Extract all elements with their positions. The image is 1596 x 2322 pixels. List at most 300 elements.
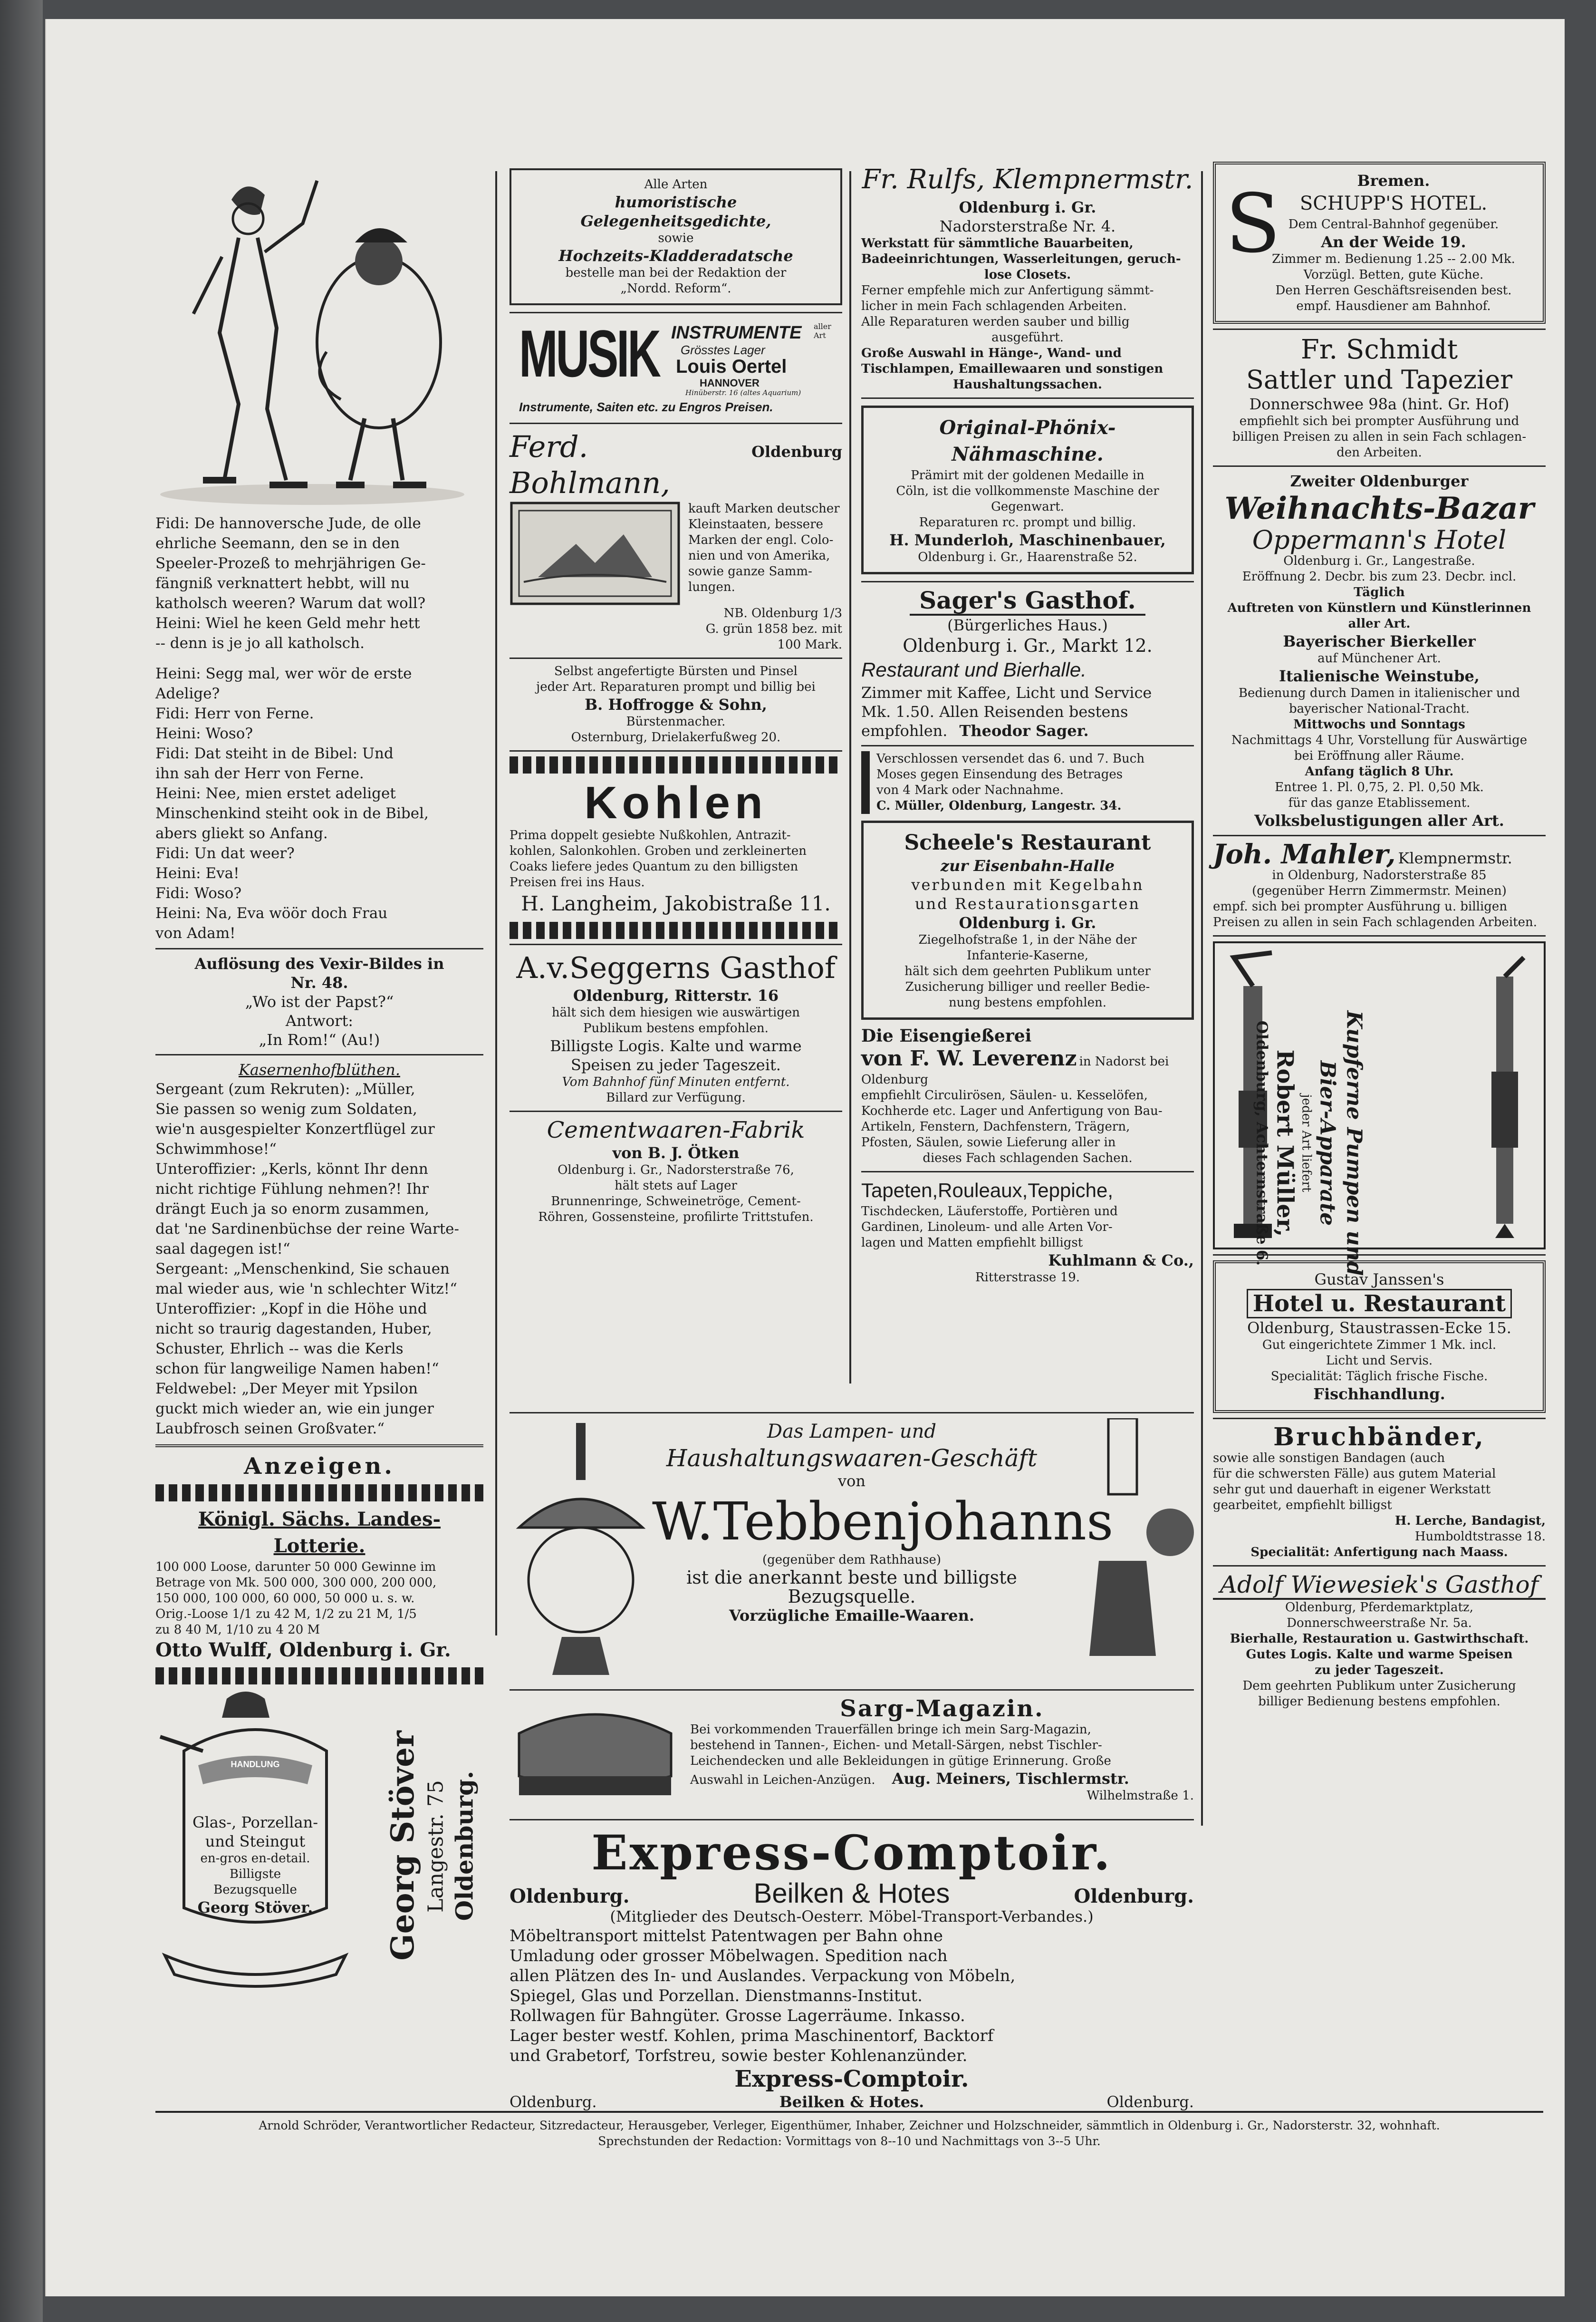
dialogue-line: von Adam! (155, 925, 236, 942)
ad-line: Reparaturen rc. prompt und billig. (919, 515, 1136, 530)
scheele-sub: zur Eisenbahn-Halle (940, 857, 1115, 875)
bohlmann-city: Oldenburg (751, 443, 842, 461)
divider (510, 1111, 842, 1112)
ad-line: Preisen frei ins Haus. (510, 875, 645, 890)
ad-line: Coaks liefere jedes Quantum zu den billigsten (510, 860, 798, 874)
pumpen-line: jeder Art liefert (1299, 1094, 1314, 1192)
ad-line: B. Hoffrogge & Sohn, (585, 696, 767, 714)
dialogue-line: Heini: Segg mal, wer wör de erste (155, 665, 412, 682)
divider (510, 1689, 1194, 1691)
text-line: saal dagegen ist!“ (155, 1240, 290, 1258)
express-left: Oldenburg. (510, 1885, 630, 1907)
tebben-line: ist die anerkannt beste und billigste (686, 1567, 1017, 1588)
dialogue-line: fängniß verknattert hebbt, will nu (155, 575, 410, 592)
tapeten-address: Ritterstrasse 19. (975, 1270, 1080, 1285)
schupp-ad (1213, 162, 1546, 324)
divider (510, 1412, 1194, 1413)
pumpen-line: Kupferne Pumpen und (1342, 1010, 1366, 1276)
jar-line: Billigste Bezugsquelle (213, 1867, 297, 1897)
ad-line: sehr gut und dauerhaft in eigener Werkstatt (1213, 1482, 1491, 1497)
kohlen-ad (510, 778, 842, 917)
solution-number: Nr. 48. (290, 974, 348, 992)
cement-name: von B. J. Ötken (612, 1144, 740, 1162)
bruch-signature: H. Lerche, Bandagist, (1394, 1514, 1546, 1528)
sarg-title: Sarg-Magazin. (840, 1695, 1044, 1722)
ad-line: Ferner empfehle mich zur Anfertigung sämmt- (861, 283, 1154, 298)
text-line: Laubfrosch seinen Großvater.“ (155, 1420, 385, 1437)
divider (1213, 835, 1546, 836)
ad-line: humoristische Gelegenheitsgedichte, (580, 193, 771, 230)
wiewesiek-address: Donnerschweerstraße Nr. 5a. (1287, 1616, 1472, 1630)
stoever-vertical (365, 1689, 479, 2003)
mahler-ad (1213, 841, 1546, 930)
ad-line: aller Art. (1348, 617, 1411, 631)
ornament-border (155, 1484, 483, 1501)
lotterie-line: zu 8 40 M, 1/10 zu 4 20 M (155, 1623, 320, 1637)
ad-line: Moses gegen Einsendung des Betrages (876, 767, 1123, 782)
ad-line: Bierhalle, Restauration u. Gastwirthschaft. (1230, 1632, 1529, 1646)
dialogue-line: -- denn is je jo all katholsch. (155, 635, 365, 652)
ad-line: C. Müller, Oldenburg, Langestr. 34. (876, 799, 1122, 813)
tapeten-title: Tapeten,Rouleaux,Teppiche, (861, 1179, 1114, 1201)
ad-line: Hochzeits-Kladderadatsche (558, 247, 793, 265)
ad-line: hält stets auf Lager (615, 1179, 737, 1193)
ad-line: Vorzügl. Betten, gute Küche. (1303, 268, 1484, 282)
dialogue-line: katholsch weeren? Warum dat woll? (155, 595, 426, 612)
ad-line: Bedienung durch Damen in italienischer und (1238, 686, 1520, 700)
ad-line: allen Plätzen des In- und Auslandes. Verpackung von Möbeln, (510, 1966, 1016, 1985)
solution-line: „In Rom!“ (Au!) (259, 1031, 380, 1049)
janssen-title: Hotel u. Restaurant (1247, 1289, 1512, 1318)
ad-line: Fischhandlung. (1313, 1385, 1445, 1403)
janssen-address: Oldenburg, Staustrassen-Ecke 15. (1247, 1319, 1511, 1337)
ad-line: Dem geehrten Publikum unter Zusicherung (1242, 1679, 1516, 1693)
express-foot-title: Express-Comptoir. (734, 2066, 969, 2092)
divider (510, 658, 842, 659)
bazar-city: Oldenburg i. Gr., Langestraße. (1283, 554, 1475, 568)
ad-line: Pfosten, Säulen, sowie Lieferung aller in (861, 1135, 1116, 1150)
ad-line: empfiehlt sich bei prompter Ausführung und (1239, 414, 1519, 428)
bazar-title: Weihnachts-Bazar (1224, 491, 1534, 526)
dialogue-line: Fidi: Un dat weer? (155, 845, 295, 862)
ad-line: Kochherde etc. Lager und Anfertigung von Bau- (861, 1104, 1163, 1118)
ad-line: lagen und Matten empfiehlt billigst (861, 1236, 1083, 1250)
jar-line: Glas-, Porzellan- (192, 1813, 318, 1831)
dialogue-line: Fidi: Dat steiht in de Bibel: Und (155, 745, 394, 762)
ad-line: Zimmer mit Kaffee, Licht und Service (861, 684, 1152, 702)
text-line: Feldwebel: „Der Meyer mit Ypsilon (155, 1380, 418, 1397)
solution-line: Antwort: (285, 1012, 354, 1030)
text-line: nicht so traurig dagestanden, Huber, (155, 1320, 432, 1337)
solution-title: Auflösung des Vexir-Bildes in (194, 955, 444, 973)
column-rule (849, 171, 851, 1384)
text-line: mal wieder aus, wie 'n schlechter Witz!“ (155, 1280, 457, 1297)
bohlmann-name: Ferd. Bohlmann, (510, 429, 670, 500)
ad-line: Den Herren Geschäftsreisenden best. (1275, 283, 1512, 298)
ad-line: für das ganze Etablissement. (1288, 796, 1471, 810)
schmidt-address: Donnerschwee 98a (hint. Gr. Hof) (1249, 395, 1509, 413)
sager-title: Sager's Gasthof. (910, 587, 1145, 616)
kohlen-signature: H. Langheim, Jakobistraße 11. (521, 892, 831, 915)
solution-line: „Wo ist der Papst?“ (245, 993, 394, 1011)
stoever-city-vertical: Oldenburg. (450, 1771, 479, 1921)
ad-line: in Oldenburg, Nadorsterstraße 85 (1272, 868, 1487, 882)
tebben-line: Bezugsquelle. (788, 1586, 916, 1607)
schupp-initial: S (1225, 177, 1281, 271)
tapeten-signature: Kuhlmann & Co., (1048, 1251, 1194, 1269)
ad-line: Haushaltungssachen. (953, 377, 1102, 392)
ad-line: Zimmer m. Bedienung 1.25 -- 2.00 Mk. (1272, 252, 1515, 266)
musik-lager: Grösstes Lager (681, 343, 765, 357)
leverenz-ad (861, 1026, 1194, 1166)
column-rule (495, 171, 497, 1635)
ad-line: sowie (658, 231, 694, 245)
text-line: nicht richtige Fühlung nehmen?! Ihr (155, 1180, 429, 1198)
ad-line: Große Auswahl in Hänge-, Wand- und (861, 346, 1122, 360)
ad-line: jeder Art. Reparaturen prompt und billig bei (536, 680, 816, 694)
ad-line: auf Münchener Art. (1317, 651, 1441, 666)
schmidt-title: Fr. Schmidt (1300, 334, 1458, 365)
dialogue-line: ihn sah der Herr von Ferne. (155, 765, 364, 782)
cement-title: Cementwaaren-Fabrik (547, 1117, 805, 1143)
jar-text (189, 1813, 322, 1917)
text-line: Schuster, Ehrlich -- was die Kerls (155, 1340, 404, 1357)
ad-line: bei Eröffnung aller Räume. (1294, 749, 1465, 763)
ad-line: Italienische Weinstube, (1279, 667, 1480, 685)
kaserne-title: Kasernenhofblüthen. (238, 1061, 401, 1079)
ad-line: Artikeln, Fenstern, Dachfenstern, Trägern, (861, 1120, 1130, 1134)
ad-line: bestehend in Tannen-, Eichen- und Metall-Särgen, nebst Tischler- (690, 1738, 1102, 1752)
stoever-name-vertical: Georg Stöver (384, 1731, 421, 1961)
gedichte-ad (510, 168, 842, 305)
divider (861, 1171, 1194, 1172)
dialogue-line: Heini: Woso? (155, 725, 253, 742)
divider (155, 1054, 483, 1055)
tebben-pre: von (838, 1472, 865, 1490)
ad-line: empf. Hausdiener am Bahnhof. (1296, 299, 1491, 313)
ad-line: Volksbelustigungen aller Art. (1254, 812, 1504, 830)
express-sub: (Mitglieder des Deutsch-Oesterr. Möbel-Transport-Verbandes.) (610, 1907, 1094, 1925)
ad-line: empf. sich bei prompter Ausführung u. billigen (1213, 900, 1508, 914)
column-3 (861, 162, 1194, 1286)
ad-line: lungen. (688, 580, 735, 594)
tebben-name: W.Tebbenjohanns (652, 1491, 1114, 1552)
bruch-address: Humboldtstrasse 18. (1414, 1529, 1546, 1544)
text-line: Sie passen so wenig zum Soldaten, (155, 1101, 417, 1118)
ad-line: Mk. 1.50. Allen Reisenden bestens (861, 703, 1128, 721)
tebben-ad (510, 1418, 1194, 1684)
sager-signature: Theodor Sager. (959, 722, 1089, 740)
ad-line: Billard zur Verfügung. (606, 1091, 746, 1105)
text-line: schon für langweilige Namen haben!“ (155, 1360, 439, 1377)
tebben-pre: Haushaltungswaaren-Geschäft (666, 1444, 1038, 1472)
seggern-ad (510, 950, 842, 1106)
ad-line: Preisen zu allen in sein Fach schlagenden Arbeiten. (1213, 915, 1538, 929)
divider (510, 944, 842, 945)
column-2 (510, 162, 842, 1225)
dialogue-line: ehrliche Seemann, den se in den (155, 535, 400, 552)
ad-line: Brunnenringe, Schweinetröge, Cement- (551, 1194, 801, 1209)
rulfs-city: Oldenburg i. Gr. (959, 198, 1096, 216)
express-foot-right: Oldenburg. (1106, 2093, 1194, 2111)
ad-line: Marken der engl. Colo- (688, 533, 834, 547)
ad-line: Alle Reparaturen werden sauber und billig (861, 315, 1130, 329)
imprint-footer (155, 2111, 1543, 2149)
ad-line: bayerischer National-Tracht. (1288, 702, 1470, 716)
ad-line: Mittwochs und Sonntags (1293, 717, 1465, 732)
wiewesiek-title: Adolf Wiewesiek's Gasthof (1213, 1571, 1546, 1600)
verschlossen-ad (861, 751, 1194, 814)
ad-line: G. grün 1858 bez. mit (705, 622, 842, 636)
ad-line: sowie ganze Samm- (688, 564, 812, 579)
dialogue-line: Adelige? (155, 685, 220, 702)
divider (510, 1819, 1194, 1820)
ad-line: empfiehlt Circulirösen, Säulen- u. Kesselöfen, (861, 1088, 1148, 1103)
wide-area (510, 1407, 1194, 2111)
ad-line: Oldenburg i. Gr., Nadorsterstraße 76, (558, 1163, 794, 1177)
imprint-line: Arnold Schröder, Verantwortlicher Redacteur, Sitzredacteur, Herausgeber, Verleger, Eigenthümer, Inhaber, Zeichner und Holzschneider, sämmtlich in Oldenburg i. Gr., Nadorsterstr. 32, wohnhaft. (259, 2119, 1440, 2132)
bohlmann-ad (510, 429, 842, 653)
ad-line: Ziegelhofstraße 1, in der Nähe der (918, 933, 1137, 947)
ad-line: „Nordd. Reform“. (620, 281, 731, 296)
ad-line: verbunden mit Kegelbahn (911, 876, 1144, 894)
schmidt-ad (1213, 335, 1546, 461)
seggern-city: Oldenburg, Ritterstr. 16 (573, 987, 779, 1005)
dialogue-line: Speeler-Prozeß to mehrjährigen Ge- (155, 555, 426, 572)
ad-line: Bürstenmacher. (626, 715, 726, 729)
ad-line: Bayerischer Bierkeller (1283, 632, 1476, 650)
schupp-city: Bremen. (1357, 172, 1430, 190)
ad-line: Badeeinrichtungen, Wasserleitungen, geruch- (861, 252, 1181, 266)
ad-line: Billigste Logis. Kalte und warme (550, 1037, 802, 1055)
ad-line: Täglich (1354, 585, 1405, 600)
leverenz-location: in Nadorst bei Oldenburg (861, 1055, 1169, 1087)
wiewesiek-city: Oldenburg, Pferdemarktplatz, (1285, 1600, 1474, 1615)
express-ad (510, 1825, 1194, 2111)
ad-line: Anfang täglich 8 Uhr. (1305, 764, 1454, 779)
ad-line: Selbst angefertigte Bürsten und Pinsel (554, 664, 798, 678)
leverenz-title: Die Eisengießerei (861, 1026, 1032, 1046)
column-4 (1213, 162, 1546, 1710)
dialogue-line: Heini: Nee, mien erstet adeliget (155, 785, 396, 802)
musik-address: Hinüberstr. 16 (altes Aquarium) (685, 388, 801, 397)
mahler-trade: Klempnermstr. (1398, 849, 1512, 867)
lotterie-signature: Otto Wulff, Oldenburg i. Gr. (155, 1639, 451, 1661)
ad-line: empfohlen. (861, 722, 948, 740)
musik-ad (510, 318, 842, 418)
ad-line: Prämirt mit der goldenen Medaille in (911, 468, 1144, 483)
ad-line: Bei vorkommenden Trauerfällen bringe ich mein Sarg-Magazin, (690, 1722, 1091, 1737)
ad-line: und Restaurationsgarten (915, 895, 1140, 913)
bazar-hotel: Oppermann's Hotel (1252, 525, 1507, 555)
cartoon-illustration (155, 162, 483, 513)
ad-line: hält sich dem geehrten Publikum unter (904, 964, 1151, 978)
pumpen-line: Oldenburg, Achternstraße 6. (1253, 1020, 1271, 1266)
ad-line: Gut eingerichtete Zimmer 1 Mk. incl. (1262, 1338, 1497, 1352)
tebben-sub: (gegenüber dem Rathhause) (762, 1553, 942, 1567)
musik-city: HANNOVER (700, 377, 760, 389)
lotterie-line: Orig.-Loose 1/1 zu 42 M, 1/2 zu 21 M, 1/5 (155, 1607, 417, 1621)
cement-ad (510, 1117, 842, 1225)
bruch-title: Bruchbänder, (1273, 1422, 1485, 1451)
schupp-street: An der Weide 19. (1321, 233, 1466, 251)
ad-line: zu jeder Tageszeit. (1315, 1663, 1444, 1677)
text-line: Unteroffizier: „Kerls, könnt Ihr denn (155, 1161, 428, 1178)
leverenz-name: von F. W. Leverenz (861, 1046, 1077, 1071)
column-1 (155, 162, 483, 2003)
jar-line: en-gros en-detail. (200, 1851, 310, 1866)
ad-line: billigen Preisen zu allen in sein Fach schlagen- (1232, 430, 1527, 444)
kaserne-text (155, 1079, 483, 1439)
ad-line: Tischlampen, Emaillewaaren und sonstigen (861, 362, 1163, 376)
book-spine (0, 0, 43, 2322)
ad-line: nung bestens empfohlen. (948, 996, 1107, 1010)
ad-line: Infanterie-Kaserne, (966, 948, 1089, 963)
ad-line: Auswahl in Leichen-Anzügen. (690, 1773, 875, 1787)
ad-line: dieses Fach schlagenden Sachen. (923, 1151, 1133, 1165)
stoever-street-vertical: Langestr. 75 (423, 1780, 448, 1913)
sarg-address: Wilhelmstraße 1. (1086, 1789, 1194, 1803)
ad-line: licher in mein Fach schlagenden Arbeiten. (861, 299, 1127, 313)
column-rule (1201, 171, 1203, 1826)
ad-line: Licht und Servis. (1326, 1354, 1433, 1368)
ad-line: nien und von Amerika, (688, 549, 830, 563)
ad-line: Spiegel, Glas und Porzellan. Dienstmanns-Institut. (510, 1986, 923, 2005)
ad-line: Eröffnung 2. Decbr. bis zum 23. Decbr. incl. (1242, 570, 1517, 584)
ad-line: Gegenwart. (991, 500, 1064, 514)
ad-line: Oldenburg i. Gr. (959, 914, 1096, 932)
jar-line: Georg Stöver. (197, 1898, 313, 1916)
divider (510, 423, 842, 424)
ad-line: Leichendecken und alle Bekleidungen in gütige Erinnerung. Große (690, 1754, 1111, 1768)
ad-line: Möbeltransport mittelst Patentwagen per Bahn ohne (510, 1926, 943, 1945)
divider (861, 745, 1194, 746)
ornament-border (510, 756, 842, 774)
dialogue-line: Fidi: Woso? (155, 885, 242, 902)
sager-address: Oldenburg i. Gr., Markt 12. (903, 635, 1153, 656)
stoever-ad (155, 1689, 483, 2003)
jar-label: HANDLUNG (231, 1760, 280, 1769)
ad-line: Speisen zu jeder Tageszeit. (571, 1056, 781, 1074)
ad-line: Prima doppelt gesiebte Nußkohlen, Antrazit- (510, 828, 791, 842)
express-mid: Beilken & Hotes (753, 1878, 950, 1909)
pumpen-ad (1213, 941, 1546, 1276)
ad-line: Alle Arten (644, 177, 708, 192)
ad-line: Rollwagen für Bahngüter. Grosse Lagerräume. Inkasso. (510, 2006, 965, 2025)
dialogue-line: Heini: Na, Eva wöör doch Frau (155, 905, 388, 922)
stamp-illustration (510, 501, 681, 606)
dialogue-line: Fidi: De hannoversche Jude, de olle (155, 515, 421, 532)
ad-line: bestelle man bei der Redaktion der (565, 266, 787, 280)
ad-line: Werkstatt für sämmtliche Bauarbeiten, (861, 236, 1134, 251)
ad-line: für die schwersten Fälle) aus gutem Material (1213, 1467, 1496, 1481)
divider (1213, 1418, 1546, 1419)
divider (1213, 1565, 1546, 1567)
ad-line: und Grabetorf, Torfstreu, sowie bester Kohlenanzünder. (510, 2046, 968, 2065)
ad-line: lose Closets. (984, 268, 1071, 282)
divider (1213, 465, 1546, 467)
bruch-spec: Specialität: Anfertigung nach Maass. (1250, 1545, 1508, 1559)
ad-line: (gegenüber Herrn Zimmermstr. Meinen) (1252, 884, 1507, 898)
ad-line: Cöln, ist die vollkommenste Maschine der (896, 484, 1159, 498)
sarg-signature: Aug. Meiners, Tischlermstr. (892, 1770, 1129, 1788)
lamp-illustration (510, 1418, 652, 1684)
lotterie-title: Königl. Sächs. Landes-Lotterie. (198, 1508, 441, 1557)
ad-line: von 4 Mark oder Nachnahme. (876, 783, 1064, 797)
text-line: Unteroffizier: „Kopf in die Höhe und (155, 1300, 427, 1317)
rulfs-title: Fr. Rulfs, Klempnermstr. (862, 164, 1193, 195)
musik-footer: Instrumente, Saiten etc. zu Engros Preisen. (519, 400, 773, 414)
ad-line: ausgeführt. (991, 330, 1064, 345)
ad-line: sowie alle sonstigen Bandagen (auch (1213, 1451, 1445, 1465)
express-title: Express-Comptoir. (591, 1825, 1112, 1881)
ad-line: 100 Mark. (777, 638, 842, 652)
sager-sub: (Bürgerliches Haus.) (947, 616, 1108, 634)
janssen-name: Gustav Janssen's (1314, 1270, 1444, 1288)
phoenix-ad (861, 406, 1194, 574)
pumpen-line: Robert Müller, (1271, 1049, 1298, 1237)
dialogue-line: Minschenkind steiht ook in de Bibel, (155, 805, 429, 822)
text-line: drängt Euch ja so enorm zusammen, (155, 1200, 430, 1218)
jar-line: und Steingut (205, 1832, 306, 1850)
ad-line: Auftreten von Künstlern und Künstlerinnen (1227, 601, 1531, 615)
ornament-border (510, 922, 842, 939)
bazar-ad (1213, 472, 1546, 830)
phoenix-signature: H. Munderloh, Maschinenbauer, (889, 531, 1166, 549)
ad-line: kohlen, Salonkohlen. Groben und zerkleinerten (510, 844, 807, 858)
ad-line: Lager bester westf. Kohlen, prima Maschinentorf, Backtorf (510, 2026, 994, 2045)
text-line: guckt mich wieder an, wie ein junger (155, 1400, 434, 1417)
divider (1213, 935, 1546, 937)
ornament-border (155, 1667, 483, 1684)
divider (861, 581, 1194, 582)
tebben-line: Vorzügliche Emaille-Waaren. (729, 1606, 975, 1625)
express-foot-mid: Beilken & Hotes. (779, 2093, 924, 2111)
phoenix-address: Oldenburg i. Gr., Haarenstraße 52. (918, 550, 1137, 564)
dialogue-block (155, 513, 483, 943)
divider (155, 1444, 483, 1447)
express-foot-left: Oldenburg. (510, 2093, 597, 2111)
tapeten-ad (861, 1177, 1194, 1286)
ad-line: Osternburg, Drielakerfußweg 20. (571, 730, 781, 745)
ad-line: Gutes Logis. Kalte und warme Speisen (1246, 1647, 1513, 1662)
pumpen-text (1253, 991, 1367, 1296)
text-line: Sergeant: „Menschenkind, Sie schauen (155, 1260, 450, 1277)
ad-line: Kleinstaaten, bessere (688, 517, 824, 532)
dialogue-line: Fidi: Herr von Ferne. (155, 705, 314, 722)
musik-big: MUSIK (519, 316, 659, 391)
dialogue-line: Heini: Wiel he keen Geld mehr hett (155, 615, 420, 632)
divider (510, 750, 842, 752)
text-line: dat 'ne Sardinenbüchse der reine Warte- (155, 1220, 459, 1238)
lotterie-line: 150 000, 100 000, 60 000, 50 000 u. s. w. (155, 1591, 415, 1606)
kohlen-title: Kohlen (584, 777, 768, 828)
musik-name: Louis Oertel (676, 356, 787, 377)
divider (861, 397, 1194, 399)
divider (155, 948, 483, 949)
sager-ad (861, 587, 1194, 740)
pumpen-line: Bier-Apparate (1315, 1060, 1340, 1226)
ad-line: Publikum bestens empfohlen. (583, 1021, 769, 1035)
ad-line: Verschlossen versendet das 6. und 7. Buch (876, 752, 1145, 766)
text-line: wie'n ausgespielter Konzertflügel zur (155, 1121, 435, 1138)
lotterie-ad (155, 1506, 483, 1663)
text-line: Sergeant (zum Rekruten): „Müller, (155, 1081, 415, 1098)
lotterie-line: 100 000 Loose, darunter 50 000 Gewinne im (155, 1560, 436, 1574)
text-line: Schwimmhose!“ (155, 1141, 277, 1158)
ad-line: NB. Oldenburg 1/3 (723, 606, 842, 620)
schupp-title: SCHUPP'S HOTEL. (1299, 193, 1488, 214)
